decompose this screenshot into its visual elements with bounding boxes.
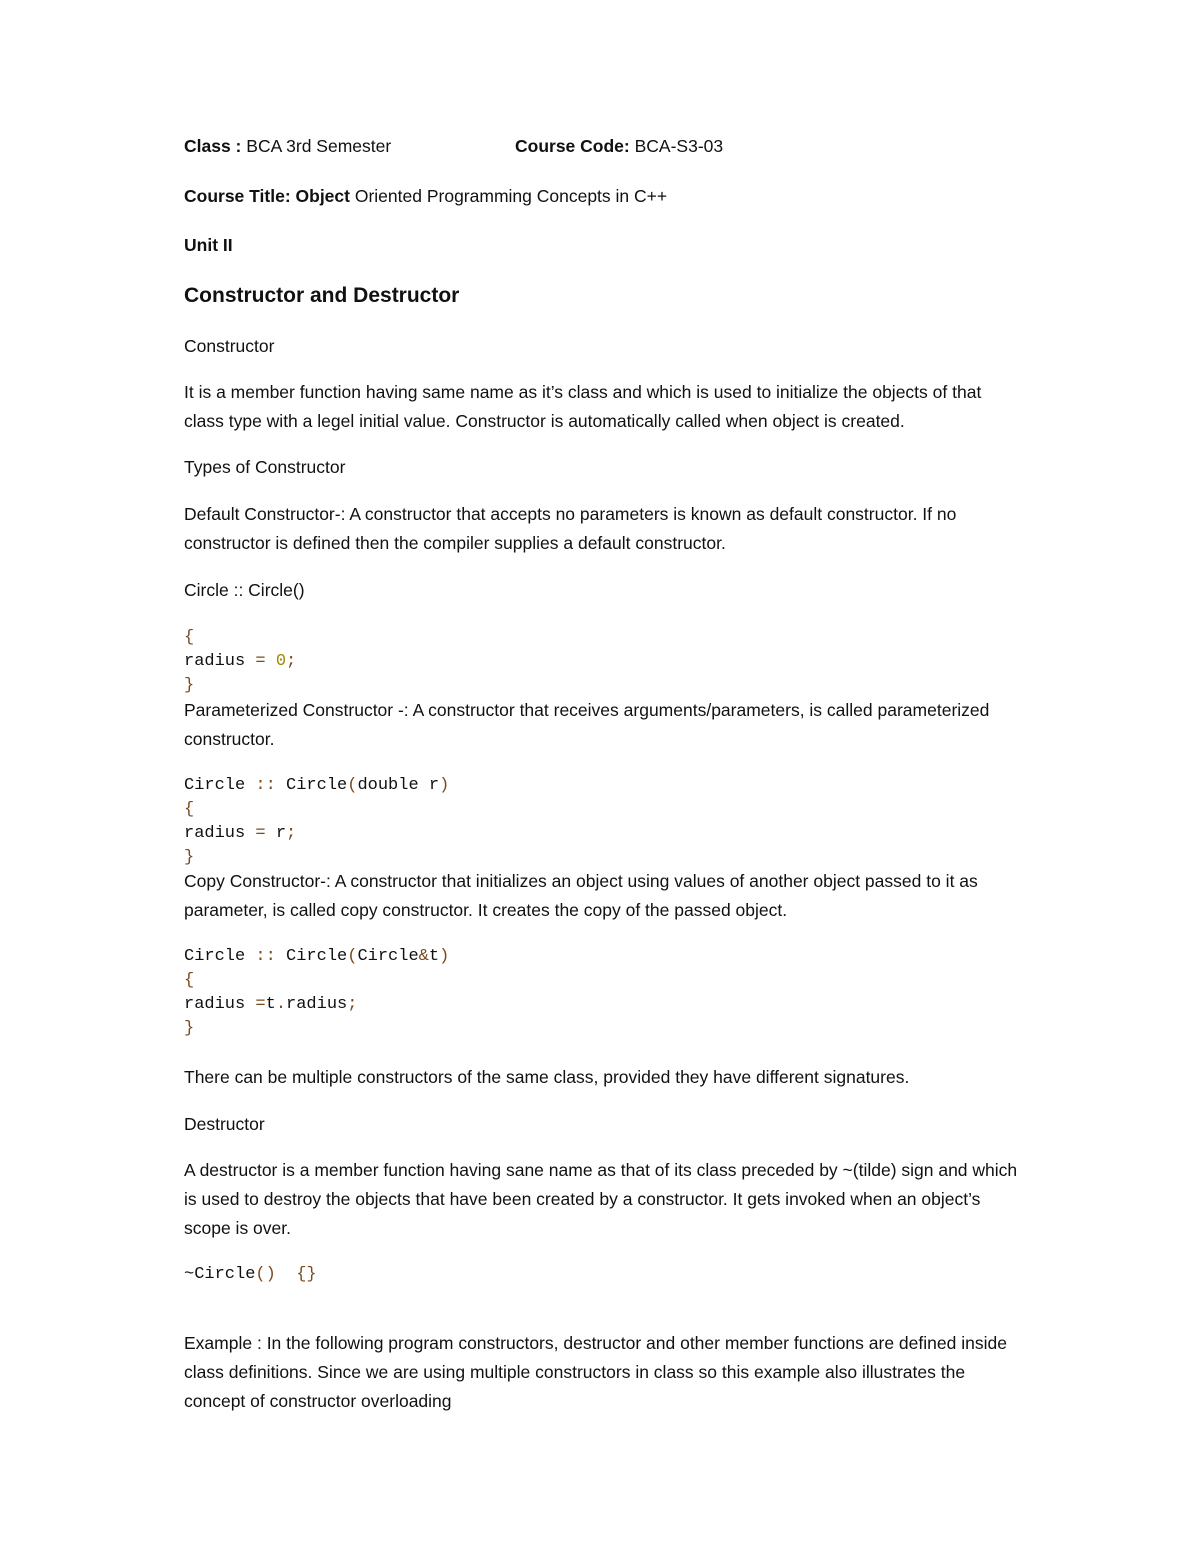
- types-heading: Types of Constructor: [184, 457, 346, 477]
- parameterized-code-signature: [184, 774, 449, 798]
- copy-body-dot: .: [275, 995, 287, 1014]
- default-body-num: 0: [275, 652, 287, 671]
- param-body-var: radius: [184, 824, 246, 843]
- constructor-heading: Constructor: [184, 336, 275, 356]
- destructor-code-name: ~Circle: [184, 1265, 256, 1284]
- class-label: Class :: [184, 136, 242, 156]
- destructor-code-parens: (): [255, 1265, 276, 1284]
- course-title-label: Course Title:: [184, 186, 291, 206]
- default-constructor-label: Default Constructor-:: [184, 504, 346, 524]
- default-close-brace: }: [184, 676, 195, 695]
- copy-sig-open: (: [347, 947, 358, 966]
- param-close-brace: }: [184, 848, 195, 867]
- default-constructor-signature: [184, 576, 1024, 605]
- course-code: [515, 132, 723, 161]
- destructor-heading: Destructor: [184, 1114, 265, 1134]
- parameterized-constructor-paragraph: [184, 696, 1024, 754]
- course-code-label: Course Code:: [515, 136, 630, 156]
- copy-sig-name2: Circle: [275, 947, 348, 966]
- default-body-end: ;: [286, 652, 297, 671]
- copy-body-var: radius: [184, 995, 256, 1014]
- multiple-constructors-note: There can be multiple constructors of the same class, provided they have different signatures.: [184, 1067, 910, 1087]
- course-title-bold: Object: [295, 186, 350, 206]
- copy-body-member: radius: [286, 995, 348, 1014]
- default-code-open: [184, 626, 194, 650]
- param-sig-args: double r: [357, 776, 440, 795]
- parameterized-constructor-text: A constructor that receives arguments/parameters, is called parameterized constructor.: [184, 700, 990, 749]
- param-open-brace: {: [184, 800, 195, 819]
- default-sig-name: Circle :: Circle: [184, 580, 293, 600]
- parameterized-code-body: [184, 822, 296, 846]
- section-title: Constructor and Destructor: [184, 284, 460, 307]
- default-code-close: [184, 674, 194, 698]
- param-body-eq: =: [245, 824, 276, 843]
- copy-open-brace: {: [184, 971, 195, 990]
- default-body-eq: =: [245, 652, 276, 671]
- parameterized-constructor-label: Parameterized Constructor -:: [184, 700, 409, 720]
- destructor-code-braces: {}: [296, 1265, 317, 1284]
- example-text: In the following program constructors, destructor and other member functions are defined inside class definitions. Since we are using multiple constructors in class so this example also illustrates the concept of constructor overloading: [184, 1333, 1007, 1411]
- param-body-val: r: [275, 824, 287, 843]
- constructor-definition: It is a member function having same name as it’s class and which is used to initialize the objects of that class type with a legel initial value. Constructor is automatically called when object is created.: [184, 382, 982, 431]
- course-title-rest: Oriented Programming Concepts in C++: [354, 186, 668, 206]
- copy-constructor-label: Copy Constructor-:: [184, 871, 331, 891]
- copy-sig-arg: t: [428, 947, 440, 966]
- copy-sig-name: Circle: [184, 947, 256, 966]
- copy-body-end: ;: [347, 995, 358, 1014]
- param-sig-name: Circle: [184, 776, 256, 795]
- param-sig-name2: Circle: [275, 776, 348, 795]
- default-open-brace: {: [184, 628, 195, 647]
- copy-sig-amp: &: [418, 947, 429, 966]
- param-sig-open: (: [347, 776, 358, 795]
- copy-constructor-text: A constructor that initializes an object using values of another object passed to it as parameter, is called copy constructor. It creates the copy of the passed object.: [184, 871, 978, 920]
- destructor-code-space: [276, 1265, 296, 1284]
- default-constructor-paragraph: [184, 500, 1024, 558]
- copy-constructor-paragraph: [184, 867, 1024, 925]
- copy-body-eq: =: [255, 995, 266, 1014]
- destructor-definition: A destructor is a member function having sane name as that of its class preceded by ~(tilde) sign and which is used to destroy the objects that have been created by a constructor. It gets invoked when an object’s scope is over.: [184, 1160, 1018, 1238]
- course-code-value: BCA-S3-03: [634, 136, 724, 156]
- copy-code-open: [184, 969, 194, 993]
- destructor-code: [184, 1263, 317, 1287]
- unit-heading: Unit II: [184, 235, 233, 255]
- class-value: BCA 3rd Semester: [246, 136, 392, 156]
- copy-sig-close: ): [439, 947, 450, 966]
- copy-code-signature: [184, 945, 449, 969]
- copy-sig-sep: ::: [255, 947, 276, 966]
- copy-code-close: [184, 1017, 194, 1041]
- example-paragraph: [184, 1329, 1024, 1416]
- default-constructor-text: A constructor that accepts no parameters is known as default constructor. If no constructor is defined then the compiler supplies a default constructor.: [184, 504, 957, 553]
- default-sig-parens: (): [292, 580, 305, 600]
- class-line: [184, 132, 1024, 161]
- copy-close-brace: }: [184, 1019, 195, 1038]
- param-body-end: ;: [286, 824, 297, 843]
- default-code-body: [184, 650, 296, 674]
- copy-sig-type: Circle: [357, 947, 419, 966]
- param-sig-sep: ::: [255, 776, 276, 795]
- default-body-var: radius: [184, 652, 246, 671]
- parameterized-code-open: [184, 798, 194, 822]
- example-label: Example :: [184, 1333, 262, 1353]
- param-sig-close: ): [439, 776, 450, 795]
- course-title-line: [184, 182, 1024, 211]
- copy-code-body: [184, 993, 357, 1017]
- copy-body-obj: t: [265, 995, 276, 1014]
